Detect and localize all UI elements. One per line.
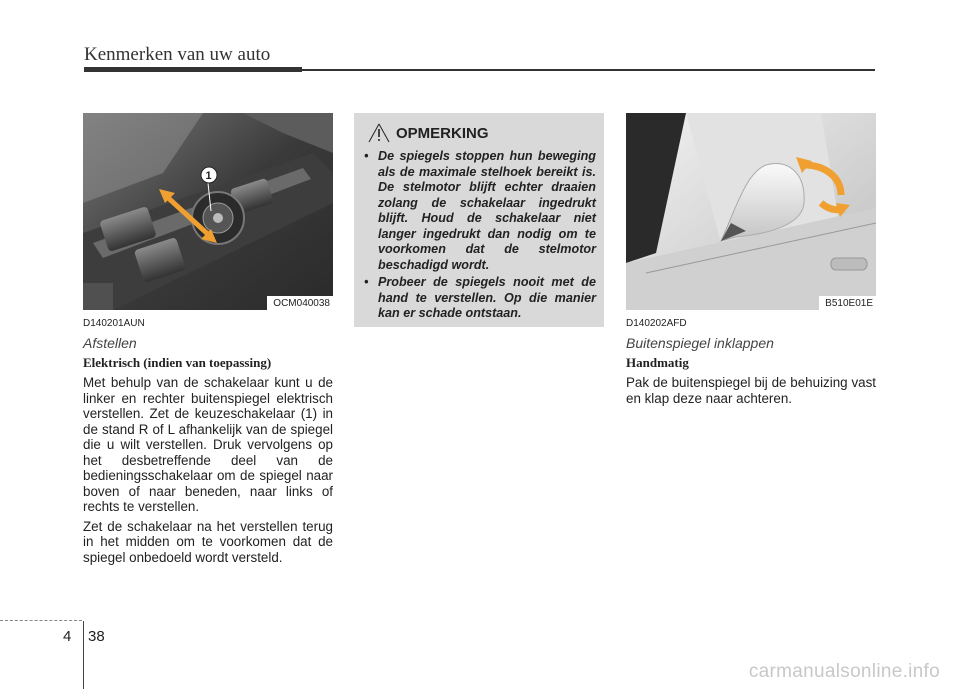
chapter-number: 4	[63, 628, 72, 645]
notice-header	[368, 123, 489, 143]
right-column	[626, 113, 876, 406]
right-heading: Handmatig	[626, 355, 689, 370]
notice-list	[364, 149, 596, 324]
notice-item-2: • Probeer de spiegels nooit met de hand te verstellen. Op die manier kan er schade ontstaan.	[364, 275, 596, 322]
notice-title: OPMERKING	[396, 124, 489, 142]
header-rule-thin	[302, 69, 875, 71]
header-title: Kenmerken van uw auto	[84, 44, 271, 65]
page-number: 38	[88, 628, 105, 645]
left-heading: Elektrisch (indien van toepassing)	[83, 355, 272, 370]
callout-number: 1	[205, 170, 212, 182]
right-image-caption: B510E01E	[819, 296, 876, 310]
right-subtitle: Buitenspiegel inklappen	[626, 335, 774, 351]
mirror-switch-illustration	[83, 113, 333, 310]
left-paragraph-1: Met behulp van de schakelaar kunt u de linker en rechter buitenspiegel elektrisch verstellen. Zet de keuzeschakelaar (1) in de stand R of L afhankelijk van de spiegel die u wilt verstellen. Druk vervolgens op het desbetreffende deel van de bedieningsschakelaar om de spiegel naar boven of naar beneden, naar links of rechts te verstellen.	[83, 375, 333, 514]
footer-divider	[83, 621, 84, 689]
footer-dashed-line	[0, 620, 82, 621]
mirror-switch-photo	[83, 113, 333, 310]
left-subtitle: Afstellen	[83, 335, 137, 351]
left-column	[83, 113, 333, 565]
watermark: carmanualsonline.info	[748, 661, 940, 682]
right-paragraph: Pak de buitenspiegel bij de behuizing vast en klap deze naar achteren.	[626, 375, 876, 406]
notice-box	[354, 113, 604, 327]
warning-icon	[368, 123, 390, 143]
left-paragraph-2: Zet de schakelaar na het verstellen terug in het midden om te voorkomen dat de spiegel onbedoeld wordt versteld.	[83, 518, 333, 565]
notice-item-1: • De spiegels stoppen hun beweging als de maximale stelhoek bereikt is. De stelmotor blijft echter draaien zolang de schakelaar ingedrukt blijft. Houd de schakelaar niet langer ingedrukt dan nodig om te voorkomen dat de stelmotor beschadigd wordt.	[364, 149, 596, 273]
header-rule-thick	[84, 67, 302, 72]
right-section-code: D140202AFD	[626, 318, 687, 329]
folding-mirror-illustration	[626, 113, 876, 310]
folding-mirror-photo	[626, 113, 876, 310]
middle-column	[354, 113, 604, 327]
left-section-code: D140201AUN	[83, 318, 145, 329]
left-image-caption: OCM040038	[267, 296, 333, 310]
